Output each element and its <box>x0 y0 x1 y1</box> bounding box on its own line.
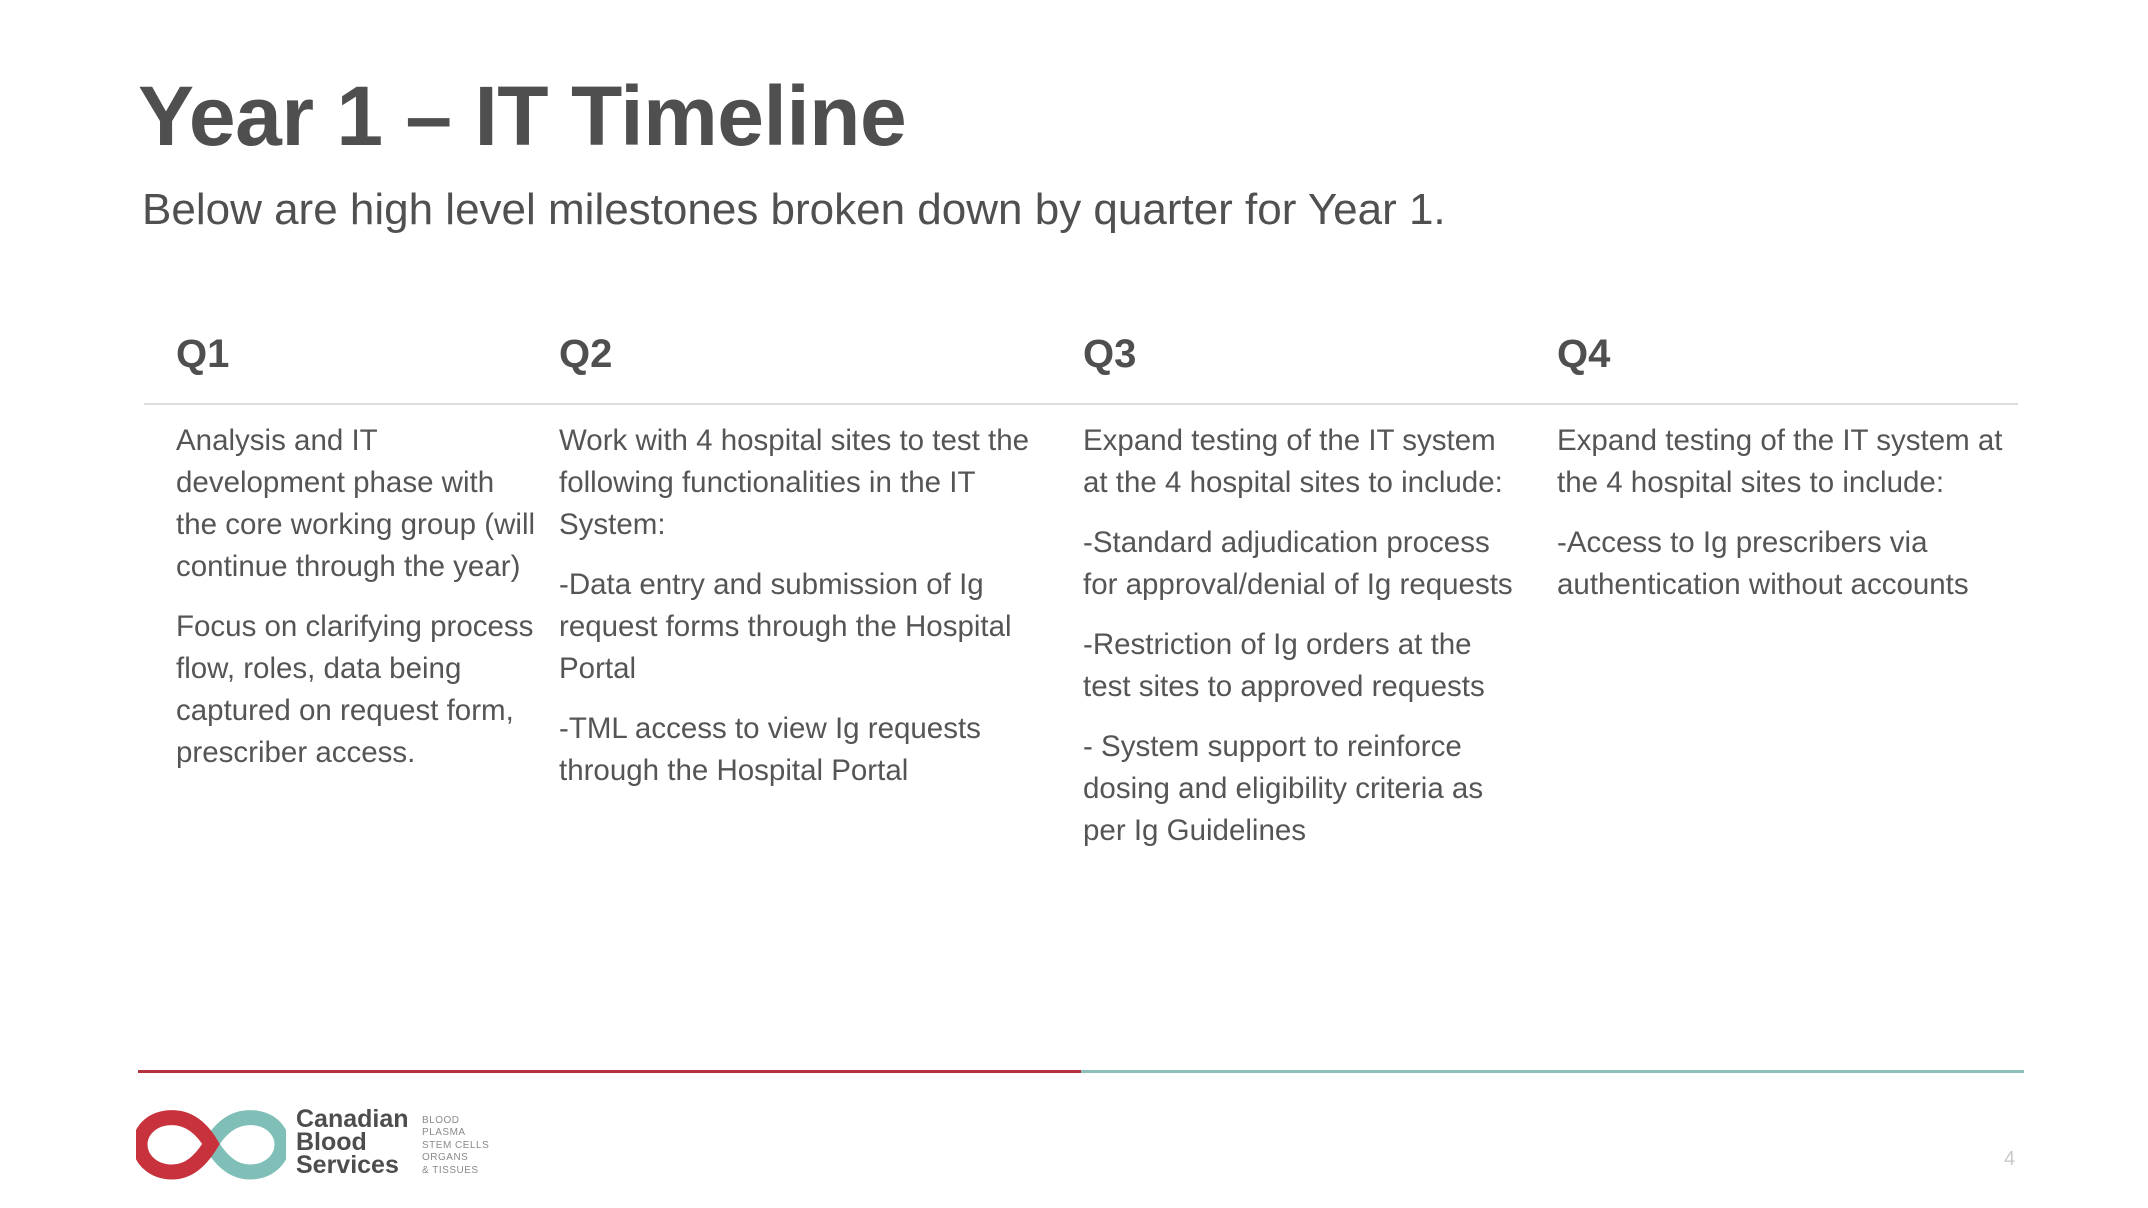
q1-paragraph: Analysis and IT development phase with the core working group (will continue through the year) <box>176 424 536 583</box>
q2-paragraph: -Data entry and submission of Ig request forms through the Hospital Portal <box>559 568 1012 685</box>
quarter-column-q3 <box>1083 420 1523 870</box>
logo-loop-red <box>140 1118 211 1172</box>
slide-title: Year 1 – IT Timeline <box>138 69 907 163</box>
quarter-heading-q4: Q4 <box>1557 332 1611 376</box>
q1-paragraph: Focus on clarifying process flow, roles, data being captured on request form, prescriber access. <box>176 610 534 769</box>
logo-tag-line: ORGANS <box>422 1152 469 1164</box>
logo-tag-line: STEM CELLS <box>422 1139 490 1151</box>
canadian-blood-services-logo-icon <box>136 1108 286 1180</box>
quarter-column-q4 <box>1557 420 2017 624</box>
q3-paragraph: Expand testing of the IT system at the 4 hospital sites to include: <box>1083 424 1503 499</box>
logo-tag-line: PLASMA <box>422 1127 466 1139</box>
q2-paragraph: -TML access to view Ig requests through the Hospital Portal <box>559 712 981 787</box>
q3-paragraph: - System support to reinforce dosing and eligibility criteria as per Ig Guidelines <box>1083 730 1484 847</box>
quarter-column-q1 <box>176 420 536 792</box>
footer-rule-teal <box>1081 1070 2024 1073</box>
logo-tag-line: BLOOD <box>422 1115 460 1126</box>
q3-paragraph: -Standard adjudication process for approval/denial of Ig requests <box>1083 526 1513 601</box>
logo-loop-teal <box>211 1118 282 1172</box>
logo-tagline <box>422 1115 489 1177</box>
slide-subtitle: Below are high level milestones broken down by quarter for Year 1. <box>142 185 1446 234</box>
quarter-heading-q1: Q1 <box>176 332 230 376</box>
header-divider <box>144 403 2018 405</box>
q3-paragraph: -Restriction of Ig orders at the test sites to approved requests <box>1083 628 1485 703</box>
logo-name-line: Services <box>296 1151 399 1179</box>
q2-paragraph: Work with 4 hospital sites to test the following functionalities in the IT System: <box>559 424 1030 541</box>
logo-name-line: Canadian <box>296 1105 409 1133</box>
page-number: 4 <box>2004 1148 2016 1170</box>
q4-paragraph: -Access to Ig prescribers via authentication without accounts <box>1557 526 1969 601</box>
quarter-heading-q2: Q2 <box>559 332 613 376</box>
quarter-column-q2 <box>559 420 1049 810</box>
logo-tag-line: & TISSUES <box>422 1164 479 1176</box>
logo-name-line: Blood <box>296 1128 367 1156</box>
footer-rule-red <box>138 1070 1081 1073</box>
q4-paragraph: Expand testing of the IT system at the 4 hospital sites to include: <box>1557 424 2003 499</box>
logo-wordmark <box>296 1105 409 1179</box>
quarter-heading-q3: Q3 <box>1083 332 1137 376</box>
